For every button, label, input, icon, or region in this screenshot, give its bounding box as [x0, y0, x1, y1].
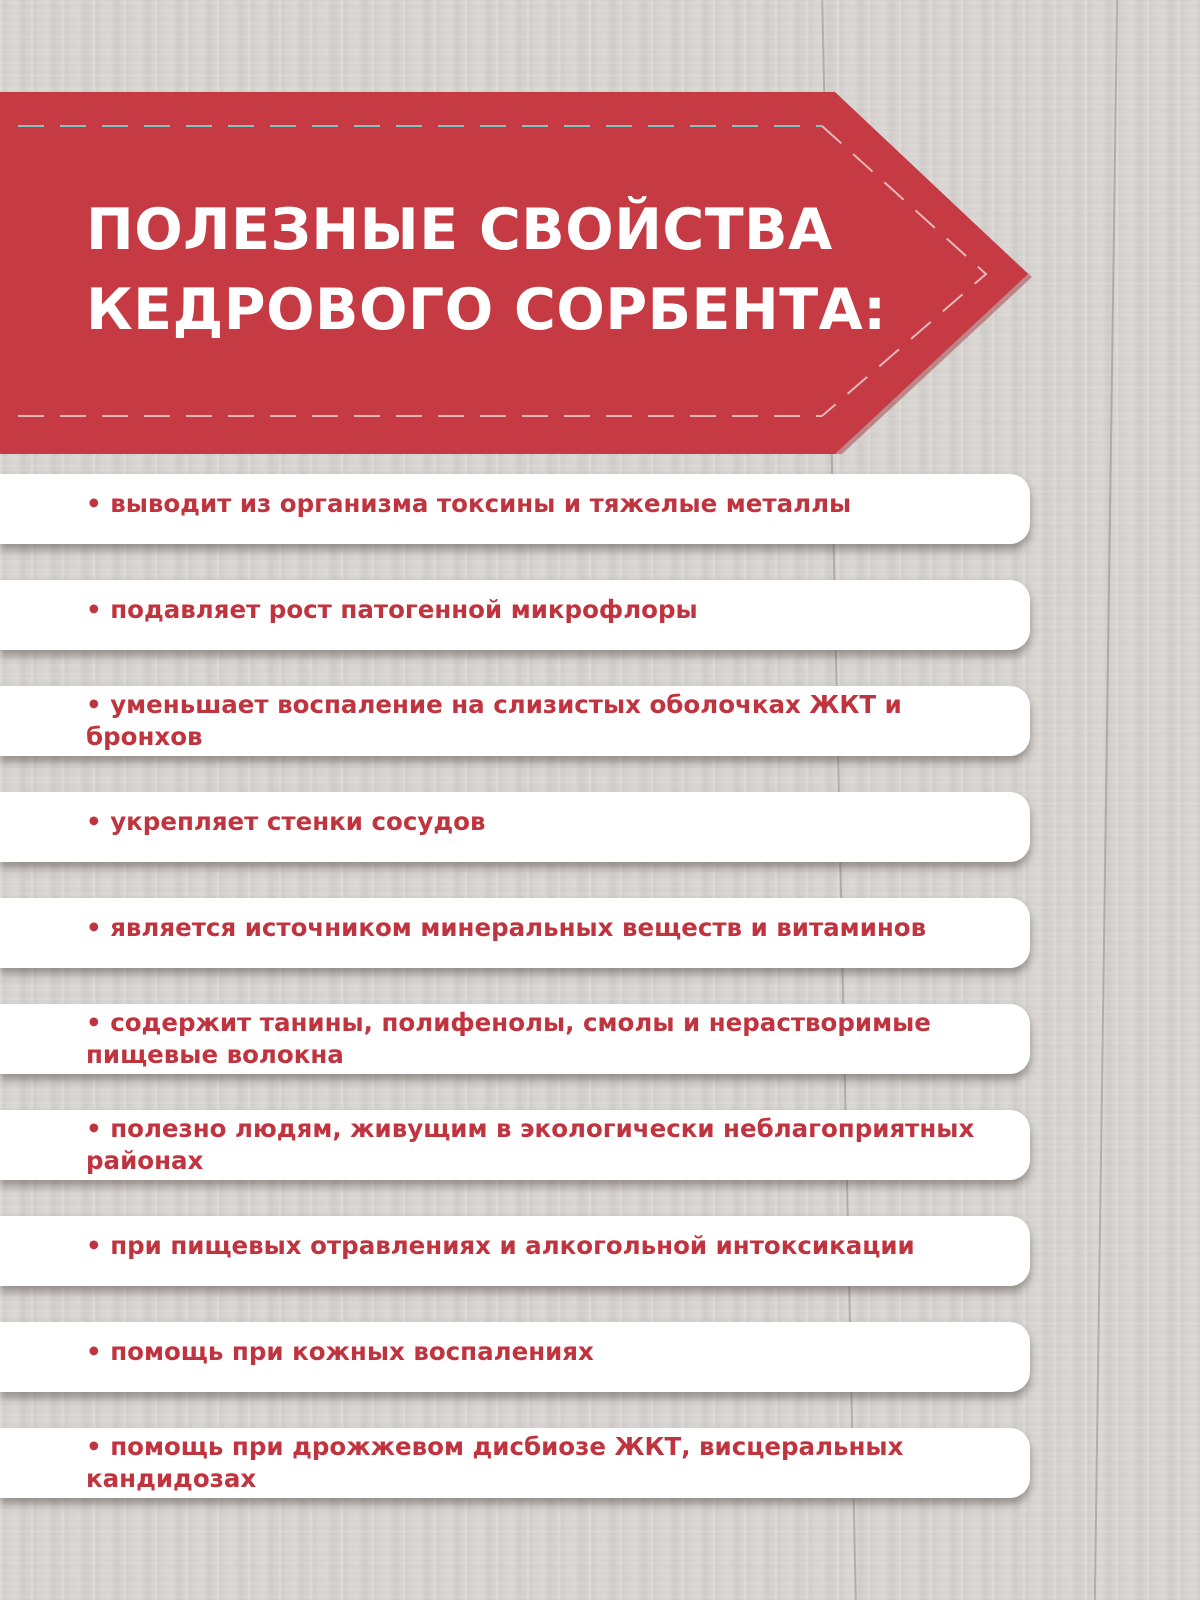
- list-item: [0, 1428, 1030, 1498]
- list-item: [0, 1004, 1030, 1074]
- list-item: [0, 580, 1030, 650]
- list-item-text: • подавляет рост патогенной микрофлоры: [86, 595, 698, 624]
- page-title: [86, 190, 887, 350]
- list-item: [0, 1110, 1030, 1180]
- list-item-text: • укрепляет стенки сосудов: [86, 807, 486, 836]
- list-item: [0, 474, 1030, 544]
- wood-plank-seam: [1094, 0, 1118, 1600]
- list-item-text: • уменьшает воспаление на слизистых оболочках ЖКТ и бронхов: [86, 690, 902, 751]
- list-item-text: • помощь при кожных воспалениях: [86, 1337, 594, 1366]
- list-item-text: • содержит танины, полифенолы, смолы и нерастворимые пищевые волокна: [86, 1008, 931, 1069]
- list-item-text: • выводит из организма токсины и тяжелые металлы: [86, 489, 852, 518]
- list-item-text: • помощь при дрожжевом дисбиозе ЖКТ, висцеральных кандидозах: [86, 1432, 904, 1493]
- title-line-1: ПОЛЕЗНЫЕ СВОЙСТВА: [86, 197, 833, 263]
- list-item-text: • является источником минеральных веществ и витаминов: [86, 913, 927, 942]
- list-item-text: • полезно людям, живущим в экологически неблагоприятных районах: [86, 1114, 975, 1175]
- benefits-list: [0, 474, 1030, 1534]
- list-item-text: • при пищевых отравлениях и алкогольной интоксикации: [86, 1231, 915, 1260]
- list-item: [0, 1322, 1030, 1392]
- list-item: [0, 686, 1030, 756]
- list-item: [0, 898, 1030, 968]
- list-item: [0, 792, 1030, 862]
- list-item: [0, 1216, 1030, 1286]
- title-banner: [0, 92, 1040, 462]
- title-line-2: КЕДРОВОГО СОРБЕНТА:: [86, 277, 887, 343]
